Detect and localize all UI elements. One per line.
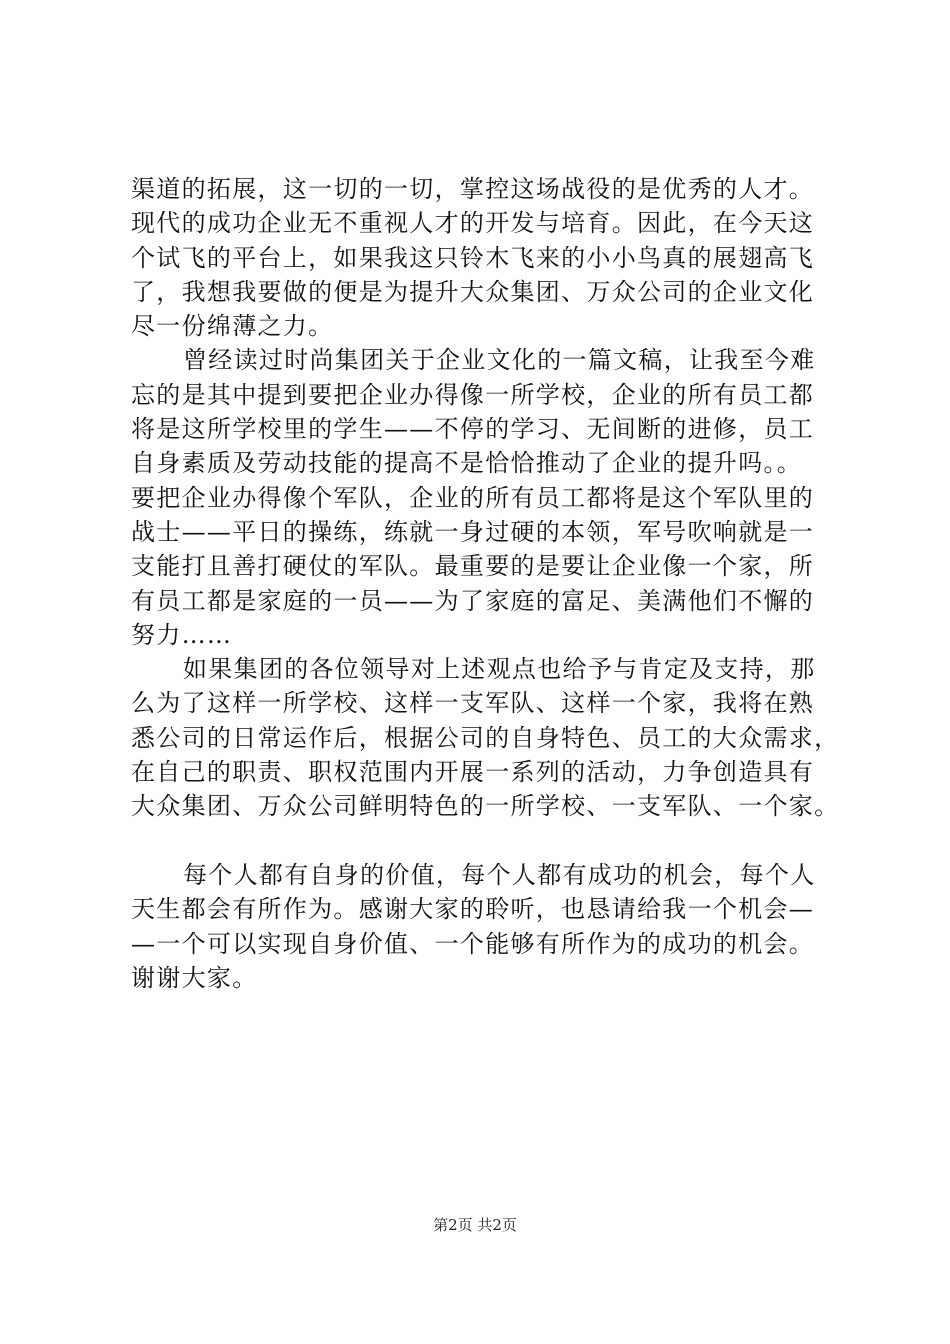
text-line: 尽一份绵薄之力。 — [131, 312, 334, 341]
text-line: 么为了这样一所学校、这样一支军队、这样一个家，我将在熟 — [131, 689, 815, 718]
text-line: 忘的是其中提到要把企业办得像一所学校，企业的所有员工都 — [131, 380, 815, 409]
paragraph-1 — [131, 172, 841, 343]
text-line: 如果集团的各位领导对上述观点也给予与肯定及支持，那 — [183, 655, 816, 684]
page-footer: 第2页 共2页 — [433, 1216, 517, 1234]
text-line: 支能打且善打硬仗的军队。最重要的是要让企业像一个家，所 — [131, 552, 815, 581]
text-line: 努力…… — [131, 620, 233, 649]
document-body — [131, 172, 841, 995]
text-line: 天生都会有所作为。感谢大家的聆听，也恳请给我一个机会— — [131, 895, 815, 924]
text-line: 自身素质及劳动技能的提高不是恰恰推动了企业的提升吗。。 — [131, 449, 803, 478]
paragraph-4 — [131, 858, 841, 995]
text-line: 曾经读过时尚集团关于企业文化的一篇文稿，让我至今难 — [183, 346, 816, 375]
text-line: 在自己的职责、职权范围内开展一系列的活动，力争创造具有 — [131, 758, 815, 787]
text-line: 每个人都有自身的价值，每个人都有成功的机会，每个人 — [183, 860, 816, 889]
text-line: 个试飞的平台上，如果我这只铃木飞来的小小鸟真的展翅高飞 — [131, 243, 815, 272]
text-line: —一个可以实现自身价值、一个能够有所作为的成功的机会。 — [131, 929, 815, 958]
text-line: 有员工都是家庭的一员——为了家庭的富足、美满他们不懈的 — [131, 586, 815, 615]
text-line: 谢谢大家。 — [131, 963, 258, 992]
paragraph-2 — [131, 343, 841, 652]
text-line: 现代的成功企业无不重视人才的开发与培育。因此，在今天这 — [131, 209, 815, 238]
text-line: 要把企业办得像个军队，企业的所有员工都将是这个军队里的 — [131, 483, 815, 512]
text-line: 战士——平日的操练，练就一身过硬的本领，军号吹响就是一 — [131, 517, 815, 546]
paragraph-gap — [131, 824, 841, 858]
text-line: 大众集团、万众公司鲜明特色的一所学校、一支军队、一个家。 — [131, 792, 840, 821]
paragraph-3 — [131, 652, 841, 823]
text-line: 渠道的拓展，这一切的一切，掌控这场战役的是优秀的人才。 — [131, 175, 815, 203]
text-line: 将是这所学校里的学生——不停的学习、无间断的进修，员工 — [131, 415, 815, 444]
text-line: 了，我想我要做的便是为提升大众集团、万众公司的企业文化 — [131, 277, 815, 306]
text-line: 悉公司的日常运作后，根据公司的自身特色、员工的大众需求， — [131, 723, 840, 752]
